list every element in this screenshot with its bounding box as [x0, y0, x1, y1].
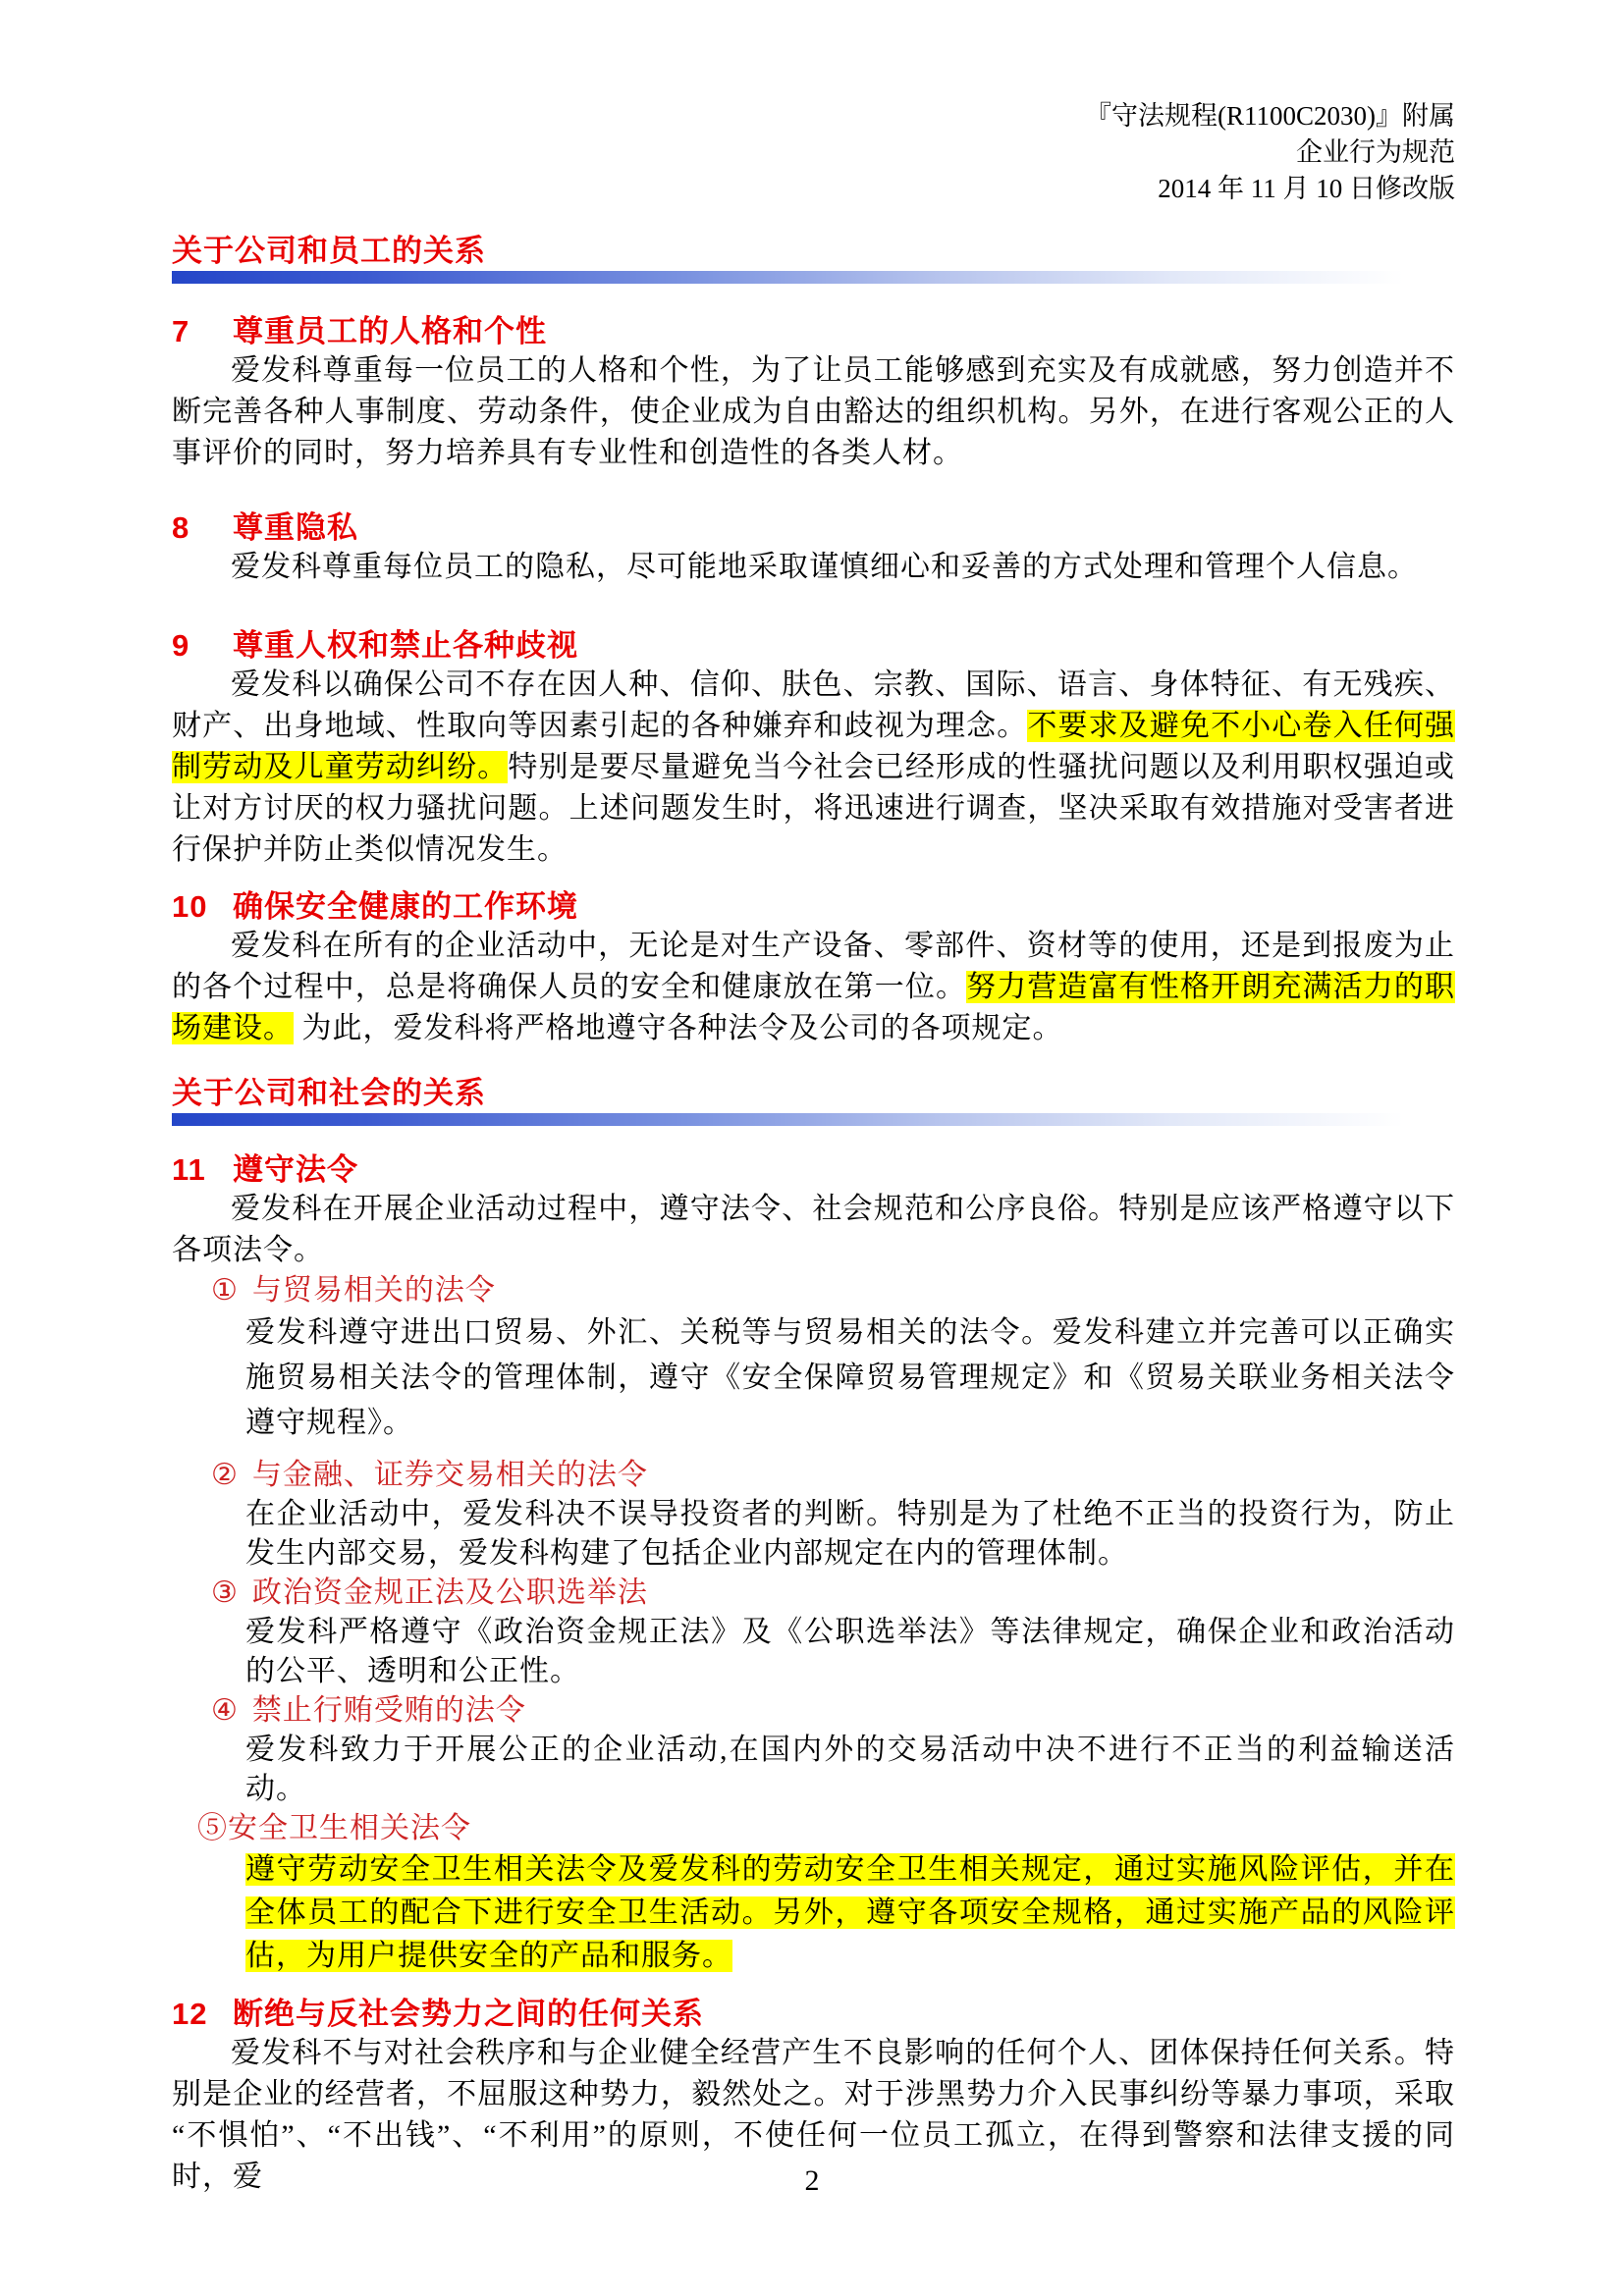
section-11 [172, 1151, 1455, 1978]
section-title: 断绝与反社会势力之间的任何关系 [233, 1997, 704, 2031]
law-item-2 [172, 1456, 1455, 1574]
section-12-heading [172, 1996, 1455, 2033]
section-number: 12 [172, 1997, 208, 2031]
law-item-2-body: 在企业活动中，爱发科决不误导投资者的判断。特别是为了杜绝不正当的投资行为，防止发生内部交易，爱发科构建了包括企业内部规定在内的管理体制。 [245, 1498, 1455, 1570]
circled-number-marker: ⑤ [197, 1812, 228, 1844]
law-item-title: 禁止行贿受贿的法令 [251, 1694, 526, 1727]
law-item-4 [172, 1691, 1455, 1809]
highlight-text: 努力营造富有性格开朗充满活力的职场建设。 [172, 971, 1456, 1044]
section-9-heading [172, 627, 1455, 665]
page-number: 2 [804, 2164, 820, 2197]
section-number: 8 [172, 510, 190, 545]
paragraph-text: 为此，爱发科将严格地遵守各种法令及公司的各项规定。 [294, 1012, 1063, 1044]
circled-number-marker: ④ [211, 1694, 239, 1727]
law-item-title: 与贸易相关的法令 [251, 1274, 496, 1307]
section-title: 遵守法令 [233, 1152, 358, 1187]
law-item-3-heading [172, 1574, 1455, 1613]
section-10-heading [172, 888, 1455, 926]
header-line-3: 2014 年 11 月 10 日修改版 [1158, 174, 1455, 203]
section-number: 11 [172, 1152, 206, 1187]
section-7-heading [172, 313, 1455, 350]
law-item-5-body [245, 1848, 1455, 1978]
law-item-5-heading [172, 1809, 1455, 1848]
section-7 [172, 313, 1455, 474]
group-title-employees: 关于公司和员工的关系 [172, 234, 486, 268]
law-item-3-body: 爱发科严格遵守《政治资金规正法》及《公职选举法》等法律规定，确保企业和政治活动的公平、透明和公正性。 [245, 1616, 1455, 1687]
section-number: 10 [172, 889, 208, 924]
section-title: 确保安全健康的工作环境 [233, 889, 578, 924]
highlight-text: 不要求及避免不小心卷入任何强制劳动及儿童劳动纠纷。 [172, 710, 1456, 783]
section-number: 7 [172, 314, 190, 348]
law-item-1-heading [172, 1271, 1455, 1310]
law-item-4-body: 爱发科致力于开展公正的企业活动,在国内外的交易活动中决不进行不正当的利益输送活动。 [245, 1734, 1455, 1805]
law-item-4-heading [172, 1691, 1455, 1731]
circled-number-marker: ③ [211, 1576, 239, 1609]
section-8 [172, 509, 1455, 588]
section-title: 尊重员工的人格和个性 [233, 314, 547, 348]
section-title: 尊重人权和禁止各种歧视 [233, 628, 578, 663]
highlight-text: 遵守劳动安全卫生相关法令及爱发科的劳动安全卫生相关规定，通过实施风险评估，并在全体员工的配合下进行安全卫生活动。另外，遵守各项安全规格，通过实施产品的风险评估，为用户提供安全的产品和服务。 [245, 1853, 1455, 1972]
section-10-paragraph [172, 926, 1455, 1049]
section-8-heading [172, 509, 1455, 547]
section-7-paragraph: 爱发科尊重每一位员工的人格和个性，为了让员工能够感到充实及有成就感，努力创造并不断完善各种人事制度、劳动条件，使企业成为自由豁达的组织机构。另外，在进行客观公正的人事评价的同时，努力培养具有专业性和创造性的各类人材。 [172, 354, 1455, 469]
section-divider-rule [172, 271, 1455, 284]
section-9 [172, 627, 1455, 871]
document-header [172, 98, 1455, 207]
paragraph-text: 爱发科以确保公司不存在因人种、信仰、肤色、宗教、国际、语言、身体特征、有无残疾、财产、出身地域、性取向等因素引起的各种嫌弃和歧视为理念。 [172, 668, 1455, 742]
section-8-paragraph: 爱发科尊重每位员工的隐私，尽可能地采取谨慎细心和妥善的方式处理和管理个人信息。 [231, 551, 1418, 583]
paragraph-text: 特别是要尽量避免当今社会已经形成的性骚扰问题以及利用职权强迫或让对方讨厌的权力骚扰问题。上述问题发生时，将迅速进行调查，坚决采取有效措施对受害者进行保护并防止类似情况发生。 [172, 751, 1456, 866]
section-divider-rule [172, 1113, 1455, 1126]
section-number: 9 [172, 628, 190, 663]
section-9-paragraph [172, 665, 1455, 871]
law-item-1-body: 爱发科遵守进出口贸易、外汇、关税等与贸易相关的法令。爱发科建立并完善可以正确实施贸易相关法令的管理体制，遵守《安全保障贸易管理规定》和《贸易关联业务相关法令遵守规程》。 [245, 1316, 1455, 1439]
section-11-heading [172, 1151, 1455, 1189]
law-item-1 [172, 1271, 1455, 1446]
law-item-title: 安全卫生相关法令 [228, 1812, 471, 1844]
section-12-paragraph: 爱发科不与对社会秩序和与企业健全经营产生不良影响的任何个人、团体保持任何关系。特别是企业的经营者，不屈服这种势力，毅然处之。对于涉黑势力介入民事纠纷等暴力事项，采取“不惧怕”、“不出钱”、“不利用”的原则，不使任何一位员工孤立，在得到警察和法律支援的同时，爱 [172, 2037, 1455, 2193]
header-line-2: 企业行为规范 [1296, 137, 1455, 167]
section-11-intro: 爱发科在开展企业活动过程中，遵守法令、社会规范和公序良俗。特别是应该严格遵守以下各项法令。 [172, 1193, 1455, 1266]
circled-number-marker: ① [211, 1274, 239, 1307]
law-item-title: 政治资金规正法及公职选举法 [251, 1576, 648, 1609]
group-title-society: 关于公司和社会的关系 [172, 1076, 486, 1110]
law-item-5 [172, 1809, 1455, 1978]
law-item-3 [172, 1574, 1455, 1691]
header-line-1: 『守法规程(R1100C2030)』附属 [1085, 101, 1455, 131]
paragraph-text: 爱发科在所有的企业活动中，无论是对生产设备、零部件、资材等的使用，还是到报废为止的各个过程中，总是将确保人员的安全和健康放在第一位。 [172, 930, 1455, 1003]
law-item-2-heading [172, 1456, 1455, 1495]
circled-number-marker: ② [211, 1459, 239, 1491]
section-10 [172, 888, 1455, 1049]
law-item-title: 与金融、证券交易相关的法令 [251, 1459, 648, 1491]
section-title: 尊重隐私 [233, 510, 358, 545]
